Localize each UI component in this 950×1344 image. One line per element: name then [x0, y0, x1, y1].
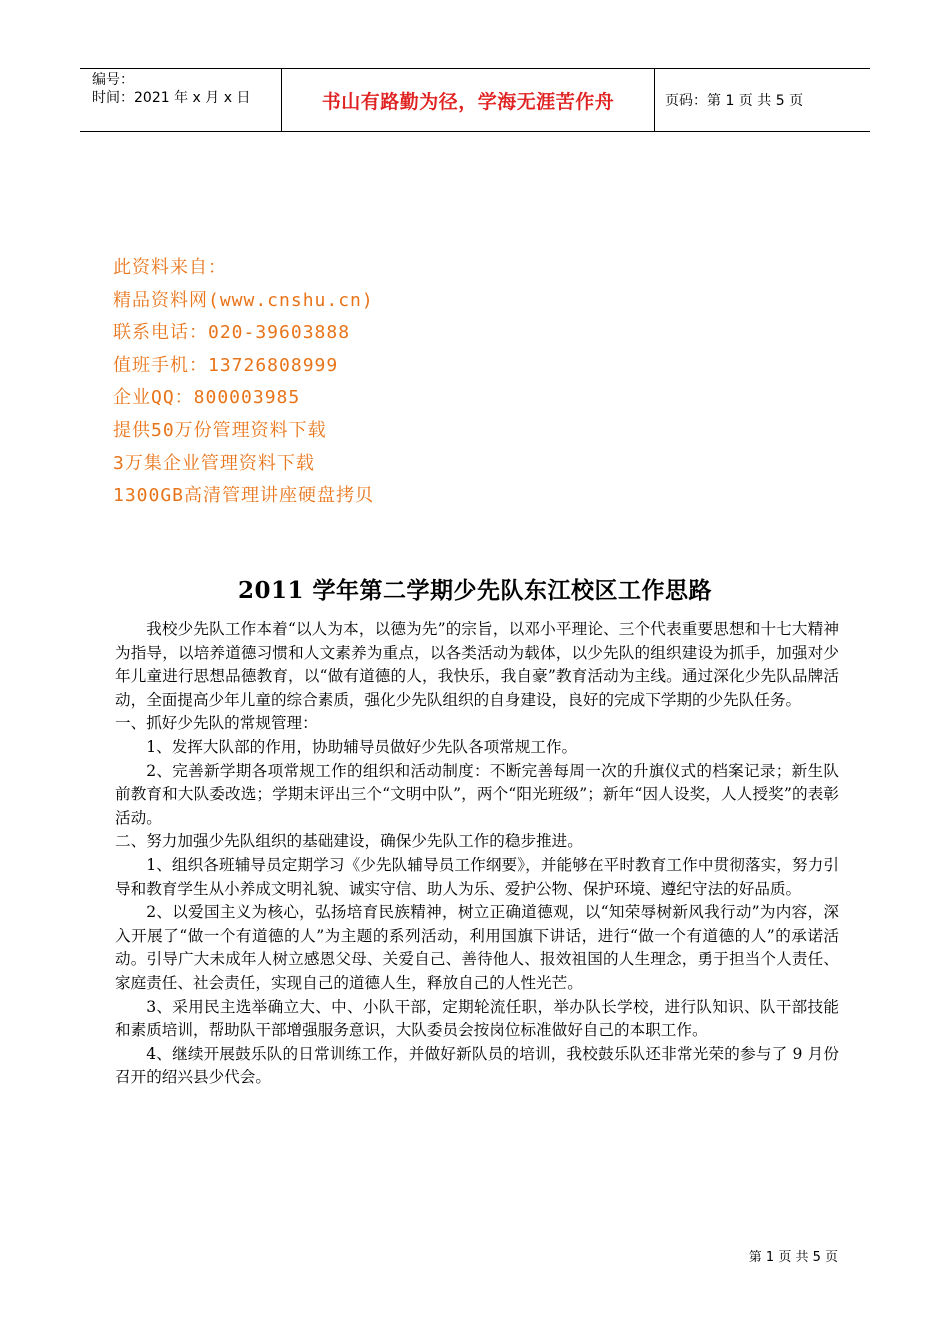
number-label: 编号： — [92, 72, 134, 88]
source-line: 联系电话：020-39603888 — [113, 322, 351, 344]
source-line: 1300GB高清管理讲座硬盘拷贝 — [113, 485, 375, 507]
source-line: 企业QQ：800003985 — [113, 387, 301, 409]
body-paragraph: 1、组织各班辅导员定期学习《少先队辅导员工作纲要》，并能够在平时教育工作中贯彻落实，努力引导和教育学生从小养成文明礼貌、诚实守信、助人为乐、爱护公物、保护环境、遵纪守法的好品质。 — [115, 855, 839, 898]
section-heading: 一、抓好少先队的常规管理： — [115, 714, 318, 733]
body-paragraph: 4、继续开展鼓乐队的日常训练工作，并做好新队员的培训，我校鼓乐队还非常光荣的参与了 9 月份召开的绍兴县少代会。 — [115, 1044, 839, 1087]
header-meta — [80, 69, 282, 131]
body-paragraph: 我校少先队工作本着“以人为本，以德为先”的宗旨，以邓小平理论、三个代表重要思想和十七大精神为指导，以培养道德习惯和人文素养为重点，以各类活动为载体，以少先队的组织建设为抓手，加强对少年儿童进行思想品德教育，以“做有道德的人，我快乐，我自豪”教育活动为主线。通过深化少先队品牌活动，全面提高少年儿童的综合素质，强化少先队组织的自身建设，良好的完成下学期的少先队任务。 — [115, 620, 839, 709]
source-info-block — [113, 252, 374, 513]
time-label: 时间：2021 年 x 月 x 日 — [92, 90, 251, 106]
header-motto: 书山有路勤为径，学海无涯苦作舟 — [282, 69, 655, 131]
header-page-number: 页码：第 1 页 共 5 页 — [665, 93, 804, 109]
source-line: 此资料来自： — [113, 257, 227, 278]
body-paragraph: 1、发挥大队部的作用，协助辅导员做好少先队各项常规工作。 — [146, 737, 578, 756]
body-paragraph: 2、完善新学期各项常规工作的组织和活动制度：不断完善每周一次的升旗仪式的档案记录；新生队前教育和大队委改选；学期末评出三个“文明中队”，两个“阳光班级”；新年“因人设奖，人人授奖”的表彰活动。 — [115, 761, 839, 827]
source-line: 精品资料网(www.cnshu.cn) — [113, 289, 374, 311]
document-title: 2011 学年第二学期少先队东江校区工作思路 — [237, 577, 713, 604]
document-body — [115, 618, 839, 1090]
source-line: 值班手机：13726808999 — [113, 354, 339, 376]
source-line: 3万集企业管理资料下载 — [113, 452, 315, 474]
page-header — [80, 68, 870, 132]
section-heading: 二、努力加强少先队组织的基础建设，确保少先队工作的稳步推进。 — [115, 832, 583, 851]
body-paragraph: 3、采用民主选举确立大、中、小队干部，定期轮流任职，举办队长学校，进行队知识、队干部技能和素质培训，帮助队干部增强服务意识，大队委员会按岗位标准做好自己的本职工作。 — [115, 997, 839, 1040]
body-paragraph: 2、以爱国主义为核心，弘扬培育民族精神，树立正确道德观，以“知荣辱树新风我行动”为内容，深入开展了“做一个有道德的人”为主题的系列活动，利用国旗下讲话，进行“做一个有道德的人”的承诺活动。引导广大未成年人树立感恩父母、关爱自己、善待他人、报效祖国的人生理念，勇于担当个人责任、家庭责任、社会责任，实现自己的道德人生，释放自己的人性光芒。 — [115, 903, 839, 992]
page-footer: 第 1 页 共 5 页 — [748, 1250, 838, 1265]
source-line: 提供50万份管理资料下载 — [113, 419, 327, 441]
